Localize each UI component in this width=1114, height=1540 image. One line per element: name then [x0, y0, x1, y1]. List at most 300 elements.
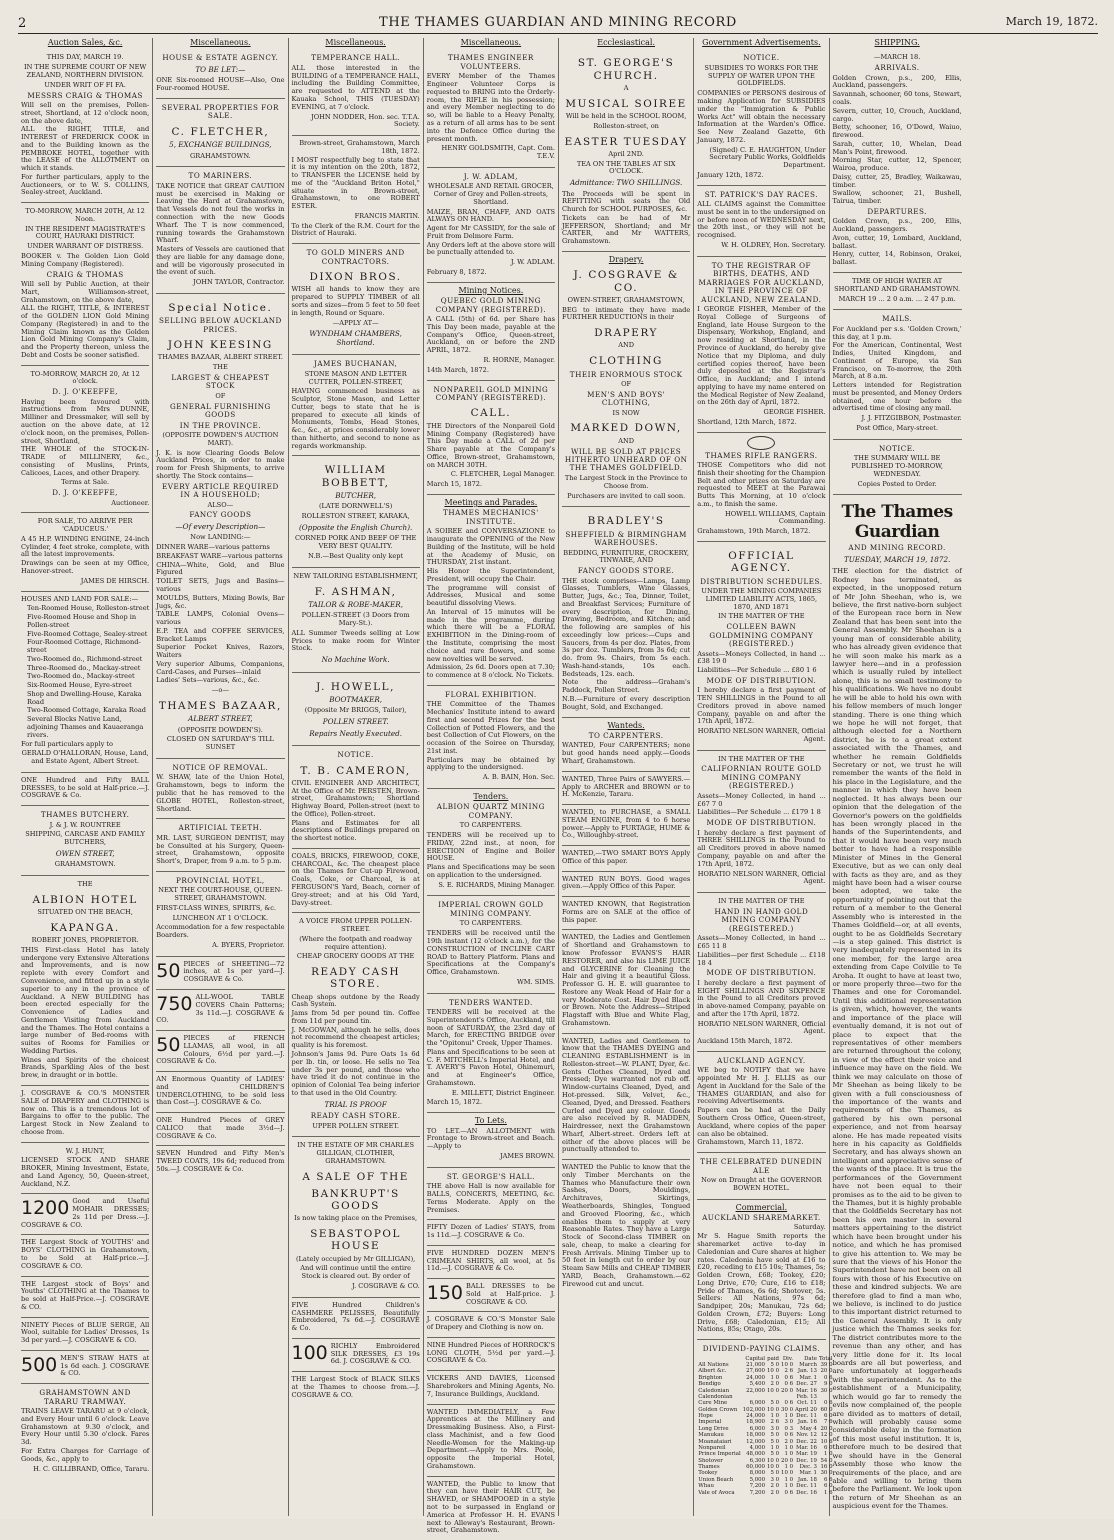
paragraph: I hereby declare a first payment of EIGHT SHILLINGS AND SIXPENCE in the Pound to all Creditors proved in above-named Company, payable on and after the 17th April, 1872.	[697, 978, 826, 1018]
notice-line: Rolleston-street, on	[593, 121, 659, 130]
table-cell: 2 0	[770, 1489, 780, 1496]
table-cell: Mar. 19	[795, 1451, 817, 1458]
signature: JAMES DE HIRSCH.	[80, 576, 150, 585]
notice-line: And will continue until the entire Stock is cleared out. By order of	[300, 1264, 412, 1281]
table-cell: 48,000	[746, 1451, 765, 1458]
column-6	[694, 38, 833, 1516]
notice-heading: NOTICE.	[337, 750, 374, 760]
table-cell: 3 0	[784, 1419, 794, 1426]
paragraph: Agent for Mr CASSIDY, for the sale of Fruit from Delmore Farm.	[426, 224, 555, 240]
table-cell: Whau	[698, 1483, 714, 1490]
notice-line: ROBERT JONES, PROPRIETOR.	[31, 936, 139, 945]
advertisement	[21, 1194, 149, 1235]
section-heading: Commercial.	[735, 1202, 788, 1212]
notice-heading: MODE OF DISTRIBUTION.	[706, 818, 817, 828]
paragraph: J. K. is now Clearing Goods Below Auckland Prices, in order to make room for Fresh Shipments, to arrive shortly. The Stock contains—	[156, 448, 285, 480]
table-cell: 10 0	[767, 1406, 780, 1413]
paragraph: TABLE LAMPS, Colonial Ovens—various	[156, 610, 285, 627]
column-heading: Miscellaneous.	[325, 38, 386, 47]
notice-line: BEDDING, FURNITURE, CROCKERY, TINWARE, AND	[563, 548, 690, 565]
display-heading: C. FLETCHER,	[171, 125, 270, 138]
table-cell: Mar. 1	[799, 1470, 817, 1477]
signature: HOWELL WILLIAMS, Captain Commanding.	[725, 509, 826, 526]
notice-line: MARCH 19 ... 2 0 a.m. ... 2 47 p.m.	[838, 294, 956, 303]
quantity-figure: 50	[156, 1034, 181, 1057]
notice-heading: TO THE REGISTRAR OF BIRTHS, DEATHS, AND MARRIAGES FOR AUCKLAND, IN THE PROVINCE OF AUCKLAND, NEW ZEALAND.	[698, 260, 825, 304]
table-cell: 0 6	[784, 1374, 794, 1381]
list-item: Shop and Dwelling-House, Karaka Road	[27, 689, 142, 706]
notice-heading: NOTICE.	[878, 443, 916, 453]
paragraph: Particulars may be obtained by applying to the undersigned.	[426, 755, 555, 772]
notice-line: A	[623, 83, 629, 92]
paragraph: March 15, 1872.	[426, 1098, 483, 1107]
display-heading: SEBASTOPOL HOUSE	[310, 1228, 402, 1253]
notice-line: THAMES BAZAAR, ALBERT STREET.	[157, 353, 283, 362]
table-cell: 7 6	[823, 1419, 833, 1426]
signature: A. BYERS, Proprietor.	[212, 940, 285, 949]
list-item: Five-Roomed Cottage, Sealey-street	[27, 629, 148, 638]
notice-line: J. & J. W. ROUNTREE	[49, 820, 121, 829]
dividend-table	[697, 1356, 833, 1496]
table-cell: 5 0	[770, 1432, 780, 1439]
paragraph: BOOKER v. The Golden Lion Gold Mining Company (Registered).	[21, 252, 150, 268]
advertisement	[833, 440, 962, 496]
notice-line: UPPER POLLEN STREET.	[312, 1121, 399, 1130]
advertisement	[427, 1371, 555, 1404]
notice-heading: HAND IN HAND GOLD MINING COMPANY (REGISTERED.)	[714, 906, 809, 933]
list-item: Six-Roomed House, Eyre-street	[27, 681, 132, 690]
table-cell: 24,000	[746, 1374, 765, 1381]
table-cell: 5,000	[749, 1476, 765, 1483]
notice-line: UNDER WARRANT OF DISTRESS.	[27, 242, 144, 251]
advertisement	[697, 433, 825, 542]
table-cell: 6,000	[749, 1425, 765, 1432]
paragraph: Swallow, schooner, 21, Bushell, Tairua, timber.	[832, 189, 962, 206]
paragraph: TRAINS LEAVE TARARU at 9 o'clock, and Every Hour until 6 o'clock. Leave Grahamstown at 9.30 o'clock, and Every Hour until 5.30 o'clock. Fares 3d.	[21, 1407, 150, 1447]
paragraph: Daisy, cutter, 25, Bradley, Waikawau, timber.	[832, 172, 962, 189]
advertisement	[562, 930, 690, 1033]
notice-line: IN THE SUPREME COURT OF NEW ZEALAND, NORTHERN DIVISION.	[23, 63, 147, 79]
signature: W. H. OLDREY, Hon. Secretary.	[721, 240, 826, 249]
table-cell: 5 0	[770, 1451, 780, 1458]
columns-container	[18, 38, 1100, 1535]
advertisement	[697, 257, 825, 433]
table-cell: 30 0	[820, 1470, 833, 1477]
column-1	[18, 38, 153, 1516]
newspaper-title: THE THAMES GUARDIAN AND MINING RECORD	[379, 15, 737, 30]
notice-heading: ALBION QUARTZ MINING COMPANY.	[436, 802, 545, 820]
table-cell: Imperial	[698, 1419, 722, 1426]
signature: HORATIO NELSON WARNER, Official Agent.	[697, 869, 826, 886]
paragraph: Mr S. Hague Smith reports the sharemarket active to-day in Caledonian and Cure shares at higher rates. Caledonia have sold at £16 to £20, receding to £15 10s; Thames, 5s; Golden Crown, £68; Tookey, £20; Long Drive, £70; Cure, £16 to £18; Pride of Thames, 6s 6d; Shotover, 5s. Sellers: All Nations, 97s 6d; Sandpiper, 20s; Manukau, 72s 6d; Golden Crown, £72; Buyers: Long Drive, £68; Caledonian, £15; All Nations, 85s; Otago, 20s.	[697, 1232, 826, 1334]
column-heading: Miscellaneous.	[190, 38, 251, 47]
italic-line: POLLEN STREET.	[322, 717, 389, 727]
table-header-cell: Capital	[745, 1355, 765, 1362]
italic-line: BUTCHER,	[335, 490, 377, 500]
column-heading: SHIPPING.	[874, 38, 920, 47]
table-cell: 6 6	[823, 1476, 833, 1483]
column-2	[153, 38, 288, 1516]
advertisement	[292, 913, 420, 1137]
table-cell: 12,000	[746, 1438, 765, 1445]
paragraph: Plans and Specifications may be seen on application to the undersigned.	[426, 863, 555, 879]
advertisement	[833, 495, 962, 1514]
signature: J. J. FITZGIBBON, Postmaster.	[861, 414, 962, 423]
notice-line: Now on Draught at the GOVERNOR BOWEN HOTEL.	[701, 1176, 822, 1192]
crest-emblem	[747, 436, 775, 450]
advertisement	[156, 990, 284, 1031]
notice-heading: ARTIFICIAL TEETH.	[178, 823, 263, 833]
advertisement	[156, 872, 284, 957]
notice-heading: GENERAL FURNISHING GOODS	[169, 401, 271, 420]
column-heading: Government Advertisements.	[702, 38, 821, 47]
advertisement	[427, 168, 555, 283]
table-cell: 1 0	[784, 1444, 794, 1451]
table-cell: 10 0	[767, 1457, 780, 1464]
table-cell: 5 0	[770, 1362, 780, 1369]
display-heading: OFFICIAL AGENCY.	[728, 550, 795, 575]
notice-heading: NOTICE OF REMOVAL.	[172, 762, 269, 772]
notice-line: SHIPPING, CARCASE AND FAMILY BUTCHERS,	[25, 830, 145, 847]
paragraph: WANTED IMMEDIATELY, a Few Apprentices at the Millinery and Dressmaking Business. Also, a First-class Machinist, and a few Good Needle-Women for the Making-up Department.—Apply to Mrs. Poole, opposite the Imperial Hotel, Grahamstown.	[426, 1407, 555, 1470]
table-cell: Tookey	[698, 1470, 718, 1477]
table-cell: 5 0	[770, 1400, 780, 1407]
table-cell: 7,200	[749, 1483, 765, 1490]
advertisement	[427, 789, 555, 897]
table-cell: 10 0	[767, 1387, 780, 1394]
notice-line: —o—	[211, 686, 229, 695]
list-item: Two-Roomed do., Richmond-street	[27, 654, 143, 663]
notice-heading: ST. GEORGE'S HALL.	[446, 1171, 535, 1181]
notice-heading: MODE OF DISTRIBUTION.	[706, 968, 817, 978]
numbered-advert	[292, 1343, 420, 1366]
paragraph: TENDERS will be received up to FRIDAY, 22nd inst., at noon, for ERECTION of Engine and Boiler HOUSE.	[426, 831, 555, 863]
table-cell: 6 0	[823, 1413, 833, 1420]
table-cell: 20 0	[781, 1387, 794, 1394]
notice-line: Is now taking place on the Premises,	[294, 1214, 418, 1223]
advertisement	[292, 568, 420, 673]
paragraph: TENDERS will be received until the 19th instant (12 o'clock a.m.), for the CONSTRUCTION of INCLINE CART ROAD to Battery Platform. Plans and Specifications at the Company's Office, Grahamstown.	[426, 929, 555, 977]
notice-line: ALSO—	[207, 500, 234, 509]
advertisement	[156, 957, 284, 990]
notice-heading: THAMES RIFLE RANGERS.	[705, 450, 818, 460]
paragraph: AN Enormous Quantity of LADIES' and CHILDREN'S UNDERCLOTHING, to be sold less than Cost—J. COSGRAVE & Co.	[156, 1075, 285, 1107]
paragraph: WANTED, to PURCHASE, a SMALL STEAM ENGINE, from 4 to 6 horse power.—Apply to FURTAGE, HUME & Co., Willoughby-street.	[562, 808, 691, 840]
advertisement	[21, 592, 149, 772]
notice-line: CLOSED ON SATURDAY'S TILL SUNSET	[166, 735, 274, 752]
paragraph: Liabilities—Per Schedule ... £179 1 8	[697, 808, 821, 817]
paragraph: The programme will consist of Addresses, Musical and some beautiful dissolving Views.	[426, 583, 555, 608]
right-aligned-line: Auctioneer.	[111, 498, 150, 507]
advertisement	[427, 1279, 555, 1312]
notice-heading: SELLING BELOW AUCKLAND PRICES.	[158, 316, 282, 334]
advertisement	[697, 49, 825, 185]
display-heading: READY CASH STORE.	[311, 966, 401, 991]
table-cell: 0 6	[784, 1381, 794, 1388]
paragraph: Ladies' Sets—various, &c., &c.	[156, 676, 260, 685]
advertisement	[21, 1277, 149, 1318]
advertisement	[427, 1168, 555, 1221]
notice-heading: SHEFFIELD & BIRMINGHAM WAREHOUSES.	[565, 529, 687, 548]
paragraph: Plans and Specifications to be seen at C. F. MITCHELL's Imperial Hotel, and T. AVERY'S Pavon Hotel, Ohinemuri, and at Engineer's Office, Grahamstown.	[426, 1047, 555, 1087]
table-cell: 22,000	[746, 1387, 765, 1394]
notice-heading: TO GOLD MINERS AND CONTRACTORS.	[306, 248, 405, 266]
notice-line: UNDER WRIT OF FI FA.	[44, 80, 126, 89]
table-cell: 0 6	[784, 1432, 794, 1439]
paragraph: ONE Hundred Pieces of GREY CALICO that made 3½d—J. COSGRAVE & Co.	[156, 1116, 285, 1140]
table-cell: 102,000	[742, 1406, 765, 1413]
table-cell: 10 6	[820, 1438, 833, 1445]
italic-line: TUESDAY, MARCH 19, 1872.	[843, 554, 951, 564]
table-cell: Golden Crown	[698, 1406, 738, 1413]
display-heading: JOHN KEESING	[167, 339, 273, 352]
paragraph: THOSE Competitors who did not finish their shooting for the Champion Belt and other prizes on Saturday are requested to MEET at the Parawai Butts This Morning, at 10 o'clock a.m., to finish the same.	[697, 461, 826, 508]
list-item: Four-Roomed Cottage, Richmond-street	[27, 638, 141, 655]
advertisement	[156, 1146, 284, 1178]
notice-line: POLLEN-STREET (3 Doors from Mary-St.).	[301, 611, 410, 628]
table-cell: 6,000	[749, 1400, 765, 1407]
advertisement	[292, 244, 420, 355]
table-cell: Hope	[698, 1413, 713, 1420]
table-cell: 2 0	[784, 1438, 794, 1445]
table-cell: 16 0	[820, 1464, 833, 1471]
table-cell: 10 0	[781, 1362, 794, 1369]
table-cell: 20 0	[820, 1368, 833, 1375]
advertisement	[292, 456, 420, 567]
notice-line: THIS DAY, MARCH 19.	[46, 53, 124, 62]
notice-line: —APPLY AT—	[332, 318, 379, 327]
right-aligned-line: Brown-street, Grahamstown, March 18th, 1872.	[299, 139, 420, 155]
paragraph: TAKE NOTICE that GREAT CAUTION must be exercised in Making or Leaving the Hard at Grahamstown, that Vessels do not foul the works in connection with the new Goods Wharf. The T is now commenced, running towards the Grahamstown Wharf.	[156, 181, 285, 245]
signature: JAMES BROWN.	[499, 1151, 555, 1160]
signature: GEORGE FISHER.	[763, 408, 826, 417]
paragraph: ONE Six-roomed HOUSE—Also, One Four-roomed HOUSE.	[156, 76, 285, 93]
paragraph: To the Clerk of the R.M. Court for the District of Hauraki.	[291, 221, 420, 238]
paragraph: Letters intended for Registration must be presented, and Money Orders obtained, one hour before the advertised time of closing any mail.	[832, 381, 962, 413]
notice-line: (OPPOSITE DOWDEN'S AUCTION MART).	[162, 431, 279, 447]
table-cell: Dec. 16	[796, 1489, 817, 1496]
paragraph: WANTED,—TWO SMART BOYS Apply Office of this paper.	[562, 849, 691, 865]
paragraph: BEG to intimate they have made FURTHER REDUCTIONS in their	[562, 305, 691, 322]
paragraph: Assets—Moneys Collected, in hand ... £38 19 0	[697, 649, 826, 666]
column-3	[289, 38, 424, 1516]
signature: A. B. BAIN, Hon. Sec.	[482, 773, 555, 782]
italic-line: ALBERT STREET,	[188, 714, 253, 724]
display-heading: F. ASHMAN,	[314, 585, 397, 598]
notice-heading: MEN'S AND BOYS' CLOTHING,	[587, 389, 666, 408]
paragraph: A CALL (5th) of 6d. per Share has This Day been made, payable at the Company's Office, Queen-street, Auckland, on or before the 2ND APRIL, 1872.	[426, 315, 555, 355]
display-heading: ST. GEORGE'S CHURCH.	[577, 57, 675, 82]
paragraph: FIVE Hundred Children's CASHMERE PELISSES, Beautifully Embroidered, 7s 6d.—J. COSGRAVE & Co.	[291, 1300, 420, 1333]
table-cell: 1 0	[823, 1451, 833, 1458]
paragraph: HAVING commenced business as Sculptor, Stone Mason, and Letter Cutter, begs to state that he is prepared to execute all kinds of Monuments, Tombs, Head Stones, &c., &c., at prices considerably lower than hitherto, and second to none as regards workmanship.	[291, 387, 420, 450]
table-cell: Mar. 1	[799, 1374, 817, 1381]
editorial-text: THE election for the district of Rodney has terminated, as expected, in the unopposed return of Mr John Sheehan, who is, we believe, the first native-born subject of the European race born in New Zealand that has been sent into the General Assembly. Mr Sheehan is a young man of considerable ability, who has already given evidence that he will soon make his mark as a lawyer here—and in a profession which is usually ruled by intellect alone, this is no small testimony to his qualifications. We have no doubt he will be able to hold his own with his fellow members of much longer standing. There is one thing which we hope he will not forget, that although elected for a Northern district, he is to a great extent associated with the Thames, and whether he remain Goldfields Secretary or not, we trust he will remember the wants of the field in his place in the Legislature, and the manner in which they have been neglected. It has always been our opinion that the delegation of the Governor's powers on the goldfields has been wrongly placed in the hands of the Superintendents, and that it would have been very much better to have had a responsible Minister of Mines in the General Executive, but as we can only deal with facts as they are, and as they might have been had a wiser course been adopted, we take the opportunity of pointing out that the return of a member to the General Assembly who is interested in the Thames Goldfield—or, at all events, ought to be as Goldfields Secretary—is a step gained. This district is very inadequately represented in its one member, for the large area extending from Cape Colville to Te Aroha. It ought to have at least two, or more properly three—two for the Thames and one for Coromandel. Until this additional representation is given, which, however, the wants and importance of the place will eventually demand, it is not out of place to expect that the representatives of other members are returned throughout the colony, in view of the effect their voice and influence may have on the field. We think we may calculate on those of Mr Sheehan as being likely to be given with a full consciousness of the importance of the wants and requirements of the Thames, as gathered by his own personal experience, and not from hearsay alone. He has made repeated visits here in his capacity as Goldfields Secretary, and has always shown an intelligent and appreciative sense of the wants of the place. It is true the performances of the Government have not been equal to their promises as to the aid to be given to the Thames, but it is highly probable that the Goldfields Secretary has not been his own master in several matters appertaining to the district which have been brought under his notice, and which he has promised to give his attention to. We may be sure that the views of his Honor the Superintendent have not been on all fours with those of his Executive on these and kindred subjects. We are therefore glad to find a man who, we believe, is inclined to do justice to this important district returned to the General Assembly. It is only justice which the Thames seeks for. The district contributes more to the revenue than any other, and has very little done for it. Its local boards are all but powerless, and are unfortunately at loggerheads with the superintendent. As to the establishment of a Municipality, which would go far to remedy the evils now complained of, the people are divided as to matters of detail, which will probably cause some considerable delay in the formation of this most useful institution. It is, therefore much to be desired that we should have in the General Assembly those who know the requirements of the place, and are able and willing to bring them before the Parliament. We look upon the return of Mr Sheehan as an auspicious event for the Thames.	[832, 567, 962, 1511]
paragraph: Johnson's Jams 9d. Pure Oats 1s 6d per lb. tin, or loose. He sells no Tea under 3s per pound, and those who have tried it do not continue in the opinion of Colonial Tea being inferior to that used in the Old Country.	[291, 1050, 420, 1097]
numbered-advert	[156, 994, 284, 1025]
advertisement	[562, 897, 690, 930]
paragraph: WANTED, Ladies and Gentlemen to know that the THAMES DYEING and CLEANING ESTABLISHMENT is in Rolleston-street—W. PLANT, Dyer, &c. Gents Clothes Cleaned, Dyed and Pressed; Dye warranted not rub off. Window-curtains Cleaned, Dyed, and Hot-pressed. Silk, Velvet, &c., Cleaned, Dyed, and Dressed. Feathers Curled and Dyed any colour. Goods are also received by R. MADDEN, Hairdresser, next the Grahamstown Wharf, Albert-street. Orders left at either of the above places will be punctually attended to.	[562, 1036, 691, 1154]
table-cell: 27,600	[746, 1368, 765, 1375]
table-cell: 12 0	[820, 1432, 833, 1439]
notice-line: (Opposite Mr BRIGGS, Tailor),	[304, 706, 407, 715]
column-5	[559, 38, 694, 1516]
notice-line: THE	[212, 363, 228, 372]
italic-line: Admittance: TWO SHILLINGS.	[569, 178, 683, 188]
advertisement	[427, 1220, 555, 1246]
section-heading: Drapery.	[608, 254, 644, 264]
paragraph: N.B.—Furniture of every description Bought, Sold, and Exchanged.	[562, 695, 691, 711]
paragraph: WISH all hands to know they are prepared to SUPPLY TIMBER of all sorts and sizes—from 5 feet to 50 feet in length, Round or Square.	[291, 285, 420, 317]
table-cell: Albert &c.	[698, 1368, 727, 1375]
paragraph: THE WHOLE of the STOCK-IN-TRADE of MILLINERY, &c., consisting of Muslins, Prints, Calicoes, Laces, and other Drapery.	[21, 445, 150, 477]
paragraph: CIVIL ENGINEER AND ARCHITECT, At the Office of Mr. PERSTEN, Brown-street, Grahamstown; Shortland Highway Board, Pollen-street (next to the Office), Pollen-street.	[291, 778, 420, 818]
signature: J. W. ADLAM.	[510, 258, 555, 267]
paragraph: WANTED RUN BOYS. Good wages given.—Apply Office of this Paper.	[562, 874, 691, 891]
paragraph: EVERY Member of the Thames Engineer Volunteer Corps is requested to BRING into the Orderly-room, the RIFLE in his possession; and every Member neglecting to do so, will be liable to a Heavy Penalty, as a return of all arms has to be sent into the Defence Office during the present month.	[426, 72, 555, 143]
display-heading: EASTER TUESDAY	[564, 135, 688, 148]
paragraph: J. COSGRAVE & CO.'S MONSTER SALE of DRAPERY and CLOTHING is now on. This is a tremendous lot of Bargains to offer to the public. The Largest Stock in New Zealand to choose from.	[21, 1088, 150, 1136]
paragraph: NINE Hundred Pieces of HORROCK'S LONG CLOTH, 5½d per yard.—J. COSGRAVE & Co.	[426, 1340, 555, 1365]
section-heading: Mining Notices.	[458, 285, 524, 295]
paragraph: Severn, cutter, 10, Crouch, Auckland, cargo.	[832, 106, 962, 123]
notice-heading: MESSRS CRAIG & THOMAS	[27, 90, 143, 100]
paragraph: J. McGOWAN, although he sells, does not recommend the cheapest articles; quality is his foremost.	[291, 1025, 420, 1050]
table-cell: Caledonian	[698, 1387, 730, 1394]
notice-line: AND	[618, 436, 635, 445]
italic-line: WYNDHAM CHAMBERS, Shortland.	[309, 329, 402, 347]
paragraph: THE Largest Stock of BLACK SILKS at the Thames to choose from.—J. COSGRAVE & CO.	[291, 1375, 420, 1399]
paragraph: A 45 H.P. WINDING ENGINE, 24-inch Cylinder, 4 feet stroke, complete, with all the latest improvements.	[21, 534, 150, 559]
table-cell: 5 0	[770, 1470, 780, 1477]
table-cell: 2 0	[770, 1483, 780, 1490]
paragraph: LICENSED STOCK AND SHARE BROKER, Mining Investment, Estate, and Land Agency, 50, Queen-street, Auckland, N.Z.	[21, 1156, 150, 1188]
table-cell: 2 6	[784, 1368, 794, 1375]
table-cell: 1 0	[784, 1413, 794, 1420]
paragraph: VICKERS AND DAVIES, Licensed Sharebrokers and Mining Agents, No. 7, Insurance Buildings, Auckland.	[426, 1374, 555, 1398]
paragraph: ONE Hundred and Fifty BALL DRESSES, to be sold at Half-price.—J. COSGRAVE & Co.	[21, 775, 150, 800]
advertisement	[21, 1086, 149, 1143]
advertisement	[697, 1200, 825, 1341]
paragraph: MAIZE, BRAN, CHAFF, AND OATS ALWAYS ON HAND.	[426, 207, 555, 224]
advertisement	[21, 1235, 149, 1276]
paragraph: A SOIREE and CONVERSAZIONE to inaugurate the OPENING of the New Building of the Institute, will be held at the Academy of Music, on THURSDAY, 21st instant.	[426, 527, 555, 567]
notice-heading: HOUSE & ESTATE AGENCY.	[162, 53, 279, 63]
notice-line: (OPPOSITE DOWDEN'S).	[177, 725, 263, 734]
advertisement	[562, 846, 690, 872]
advertisement	[427, 1405, 555, 1477]
table-cell: 2 0	[770, 1381, 780, 1388]
paragraph: THIS First-class Hotel has lately undergone very Extensive Alterations and Improvements, and is now replete with every Comfort and Convenience, and fitted up in a style superior to any in the province of Auckland. A NEW BUILDING has been erected especially for the Convenience of Ladies and Gentlemen Visiting from Auckland and the Thames. The Hotel contains a large number of Bed-rooms with suites of Rooms for Families or Wedding Parties.	[21, 945, 150, 1055]
notice-line: NEW TAILORING ESTABLISHMENT,	[293, 571, 418, 580]
advertisement	[21, 1143, 149, 1195]
table-cell: April 20	[795, 1406, 817, 1413]
paragraph: CHINA—White, Gold, and Blue Figured	[156, 560, 285, 577]
paragraph: J. COSGRAVE & CO.'S Monster Sale of Drapery and Clothing is now on.	[426, 1315, 555, 1332]
column-heading: Miscellaneous.	[460, 38, 522, 47]
paragraph: ALL the RIGHT, TITLE, & INTEREST of the GOLDEN LION Gold Mining Company (Registered) in and to the Mining Claim known as the Golden Lion Gold Mining Company's Claim, and the Property thereon, unless the Debt and Costs be sooner satisfied.	[21, 304, 150, 359]
notice-heading: THAMES BUTCHERY.	[40, 810, 130, 820]
advert-text: MEN'S STRAW HATS at 1s 6d each. J. COSGRAVE & CO.	[60, 1353, 150, 1378]
table-cell: 1 0	[770, 1444, 780, 1451]
quantity-figure: 100	[291, 1341, 328, 1364]
paragraph: For full particulars apply to	[21, 739, 114, 748]
list-item: Two-Roomed Cottage, Karaka Road	[27, 706, 146, 715]
advertisement	[21, 203, 149, 366]
table-cell: Vale of Avoca	[698, 1489, 735, 1496]
notice-heading: DEPARTURES.	[867, 206, 927, 216]
page-number: 2	[18, 16, 27, 31]
table-cell: 4,000	[749, 1444, 765, 1451]
signature: HENRY GOLDSMITH, Capt. Com. T.E.V.	[441, 144, 555, 161]
signature: FRANCIS MARTIN.	[354, 211, 420, 220]
paragraph: Betty, schooner, 16, O'Dowd, Waiuo, firewood.	[832, 123, 962, 140]
paragraph: DINNER WARE—various patterns	[156, 543, 270, 552]
table-cell: Dec. 11	[796, 1413, 817, 1420]
numbered-advert	[427, 1283, 555, 1306]
paragraph: WANTED, Four CARPENTERS; none but good hands need apply.—Goods Wharf, Grahamstown.	[562, 741, 691, 765]
notice-heading: WILL BE SOLD AT PRICES HITHERTO UNHEARD OF ON THE THAMES GOLDFIELD.	[564, 446, 688, 473]
table-cell: Feb. 13	[796, 1393, 817, 1400]
section-heading: Meetings and Parades.	[444, 497, 538, 507]
paragraph: Liabilities—Per Schedule ... £80 1 6	[697, 666, 817, 675]
table-cell: 39 0	[820, 1362, 833, 1369]
paragraph: Cheap shops outdone by the Ready Cash System.	[291, 992, 420, 1009]
display-heading: Special Notice.	[168, 301, 273, 314]
paragraph: I MOST respectfully beg to state that it is my intention on the 20th, 1872, to TRANSFER the LICENSE held by me of the "Auckland Briton Hotel," situate in Brown-street, Grahamstown, to one ROBERT ESTER.	[291, 155, 420, 211]
paragraph: WANTED, the Ladies and Gentlemen of Shortland and Grahamstown to know Professor EVANS'S HAIR RESTORER, and also his LIME JUICE and GLYCERINE for Cleaning the Hair and giving it a beautiful Gloss. Professor G. H. E. will guarantee to Restore any Weak Head of Hair for a very Moderate Cost. Hair Dyed Black or Brown. Note the Address—Striped Flagstaff with Blue and White Flag, Grahamstown.	[562, 933, 691, 1027]
paragraph: ALL Summer Tweeds selling at Low Prices to make room for Winter Stock.	[291, 628, 420, 653]
advertisement	[427, 686, 555, 789]
notice-line: A VOICE FROM UPPER POLLEN-STREET.	[299, 917, 413, 934]
paragraph: For the American, Continental, West Indies, United Kingdom, and Continent of Europe, via San Francisco, on To-morrow, the 20th March, at 8 a.m.	[832, 341, 962, 381]
advertisement	[292, 1372, 420, 1404]
paragraph: 14th March, 1872.	[426, 365, 489, 374]
advertisement	[562, 872, 690, 898]
advertisement	[21, 876, 149, 1086]
advertisement	[427, 1113, 555, 1168]
table-cell: Dec. 22	[796, 1438, 817, 1445]
paragraph: Accommodation for a few respectable Boarders.	[156, 923, 285, 940]
advertisement	[292, 1298, 420, 1339]
display-heading: DIXON BROS.	[309, 271, 402, 284]
notice-line: Will be held in the SCHOOL ROOM,	[565, 112, 687, 120]
advertisement	[156, 1031, 284, 1072]
paragraph: Auckland 15th March, 1872.	[697, 1037, 793, 1046]
signature: C. FLETCHER, Legal Manager.	[450, 470, 555, 479]
table-cell: 0 6	[823, 1400, 833, 1407]
signature: E. MILLETT, District Engineer.	[451, 1088, 555, 1097]
notice-line: OF	[215, 391, 226, 400]
advertisement	[156, 759, 284, 819]
table-cell: 60 0	[820, 1406, 833, 1413]
notice-heading: EVERY ARTICLE REQUIRED IN A HOUSEHOLD;	[162, 481, 279, 500]
advertisement	[697, 542, 825, 751]
paragraph: FIRST-CLASS WINES, SPIRITS, &c.	[156, 903, 276, 912]
signature: (Signed) C. E. HAUGHTON, Under Secretary Public Works, Goldfields Department.	[709, 145, 826, 170]
advertisement	[292, 673, 420, 746]
notice-line: OWEN-STREET, GRAHAMSTOWN,	[567, 295, 685, 304]
advertisement	[697, 1340, 833, 1500]
paragraph: COMPANIES or PERSONS desirous of making Application for SUBSIDIES under the "Immigration & Public Works Act" will obtain the necessary Information at the Warden's Office. See New Zealand Gazette, 6th January, 1872.	[697, 89, 826, 144]
notice-heading: D. J. O'KEEFFE,	[52, 387, 118, 397]
paragraph: Golden Crown, p.s., 200, Ellis, Auckland, passengers.	[832, 217, 962, 234]
notice-heading: DIVIDEND-PAYING CLAIMS.	[702, 1344, 821, 1354]
display-heading: MARKED DOWN,	[570, 422, 682, 435]
notice-line: OF	[621, 379, 632, 388]
advertisement	[21, 1351, 149, 1384]
notice-line: TO-MORROW, MARCH 20, At 12 o'clock.	[30, 369, 140, 386]
